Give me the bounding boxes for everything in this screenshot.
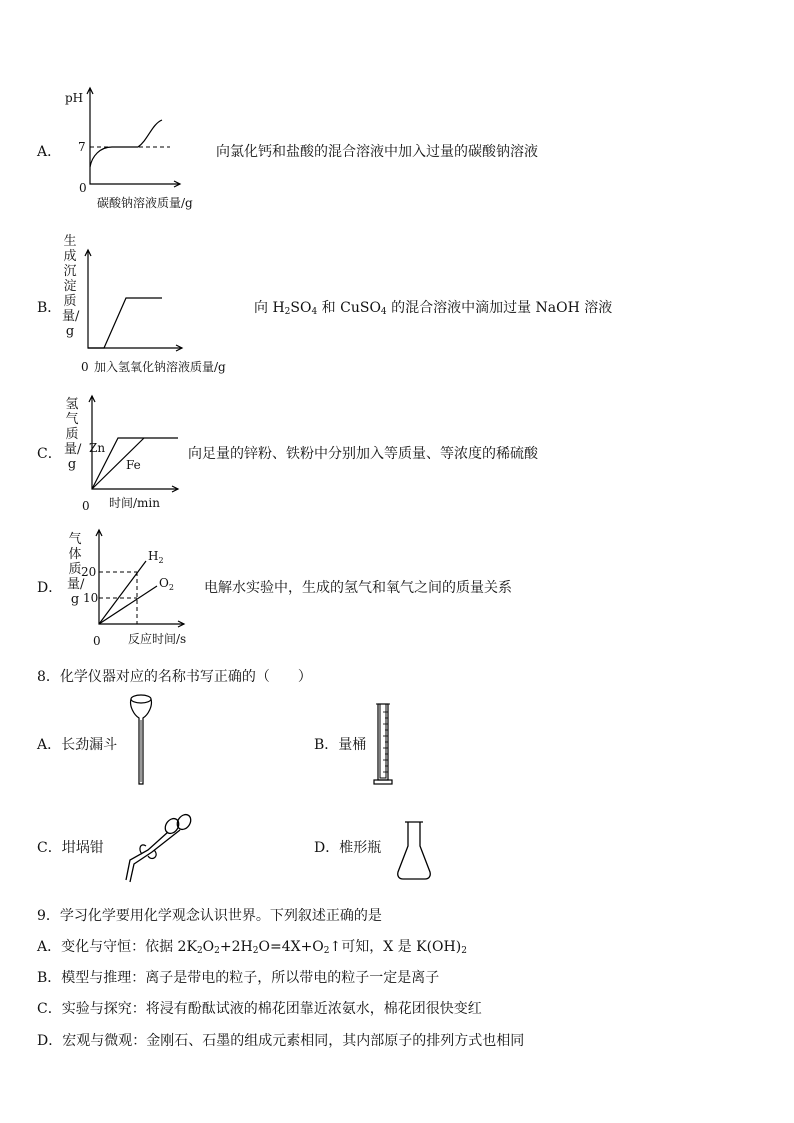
q8-option-a: A．长劲漏斗 — [37, 737, 118, 753]
question-9-stem: 9．学习化学要用化学观念认识世界。下列叙述正确的是 — [37, 908, 382, 924]
option-d-desc: 电解水实验中，生成的氢气和氧气之间的质量关系 — [204, 580, 512, 596]
graph-b-xlabel: 加入氢氧化钠溶液质量/g — [94, 360, 226, 374]
graph-d-tick-20: 20 — [81, 565, 97, 579]
graph-a-tick-7: 7 — [78, 140, 86, 154]
graph-a-ylabel: pH — [65, 91, 84, 105]
option-a-label: A． — [37, 144, 62, 160]
graph-d-origin: 0 — [93, 634, 101, 648]
graph-d-tick-10: 10 — [83, 591, 99, 605]
q9-option-a: A．变化与守恒：依据 $2K_2O_2+2H_2O=4X+O_2↑$可知，X 是 $K(OH)_2$ — [37, 939, 467, 956]
option-d-label: D． — [37, 580, 63, 596]
option-a-desc: 向氯化钙和盐酸的混合溶液中加入过量的碳酸钠溶液 — [216, 144, 538, 160]
graph-c-ylabel: 氢气质量/g — [64, 397, 82, 472]
graph-c-origin: 0 — [82, 499, 90, 513]
option-b-desc: 向 $H_2SO_4$ 和 CuSO$_4$ 的混合溶液中滴加过量 NaOH 溶液 — [254, 300, 613, 317]
graph-d-h2-label: $H_2$ — [148, 549, 164, 565]
q9-option-d: D．宏观与微观：金刚石、石墨的组成元素相同，其内部原子的排列方式也相同 — [37, 1033, 525, 1049]
graph-c-fe-label: Fe — [126, 458, 141, 472]
q8-option-b: B．量桶 — [314, 737, 367, 753]
option-c-label: C． — [37, 446, 62, 462]
option-c-desc: 向足量的锌粉、铁粉中分别加入等质量、等浓度的稀硫酸 — [188, 446, 538, 462]
graph-d-ylabel: 气体质量/g — [67, 532, 85, 607]
graph-c-xlabel: 时间/min — [109, 496, 160, 510]
graph-a-origin: 0 — [79, 181, 87, 195]
graph-a-xlabel: 碳酸钠溶液质量/g — [97, 196, 193, 210]
q9-option-b: B．模型与推理：离子是带电的粒子，所以带电的粒子一定是离子 — [37, 970, 440, 986]
graph-b-ylabel: 生成沉淀质量/g — [62, 234, 80, 339]
q8-option-d: D．椎形瓶 — [314, 840, 382, 856]
graph-c-zn-label: Zn — [89, 441, 106, 455]
option-b-label: B． — [37, 300, 62, 316]
q9-option-c: C．实验与探究：将浸有酚酞试液的棉花团靠近浓氨水，棉花团很快变红 — [37, 1001, 482, 1017]
graph-d-o2-label: $O_2$ — [159, 576, 174, 592]
question-8-stem: 8．化学仪器对应的名称书写正确的（ ） — [37, 669, 312, 685]
q8-option-c: C．坩埚钳 — [37, 840, 104, 856]
graph-d-xlabel: 反应时间/s — [128, 632, 187, 646]
graph-b-origin: 0 — [81, 360, 89, 374]
